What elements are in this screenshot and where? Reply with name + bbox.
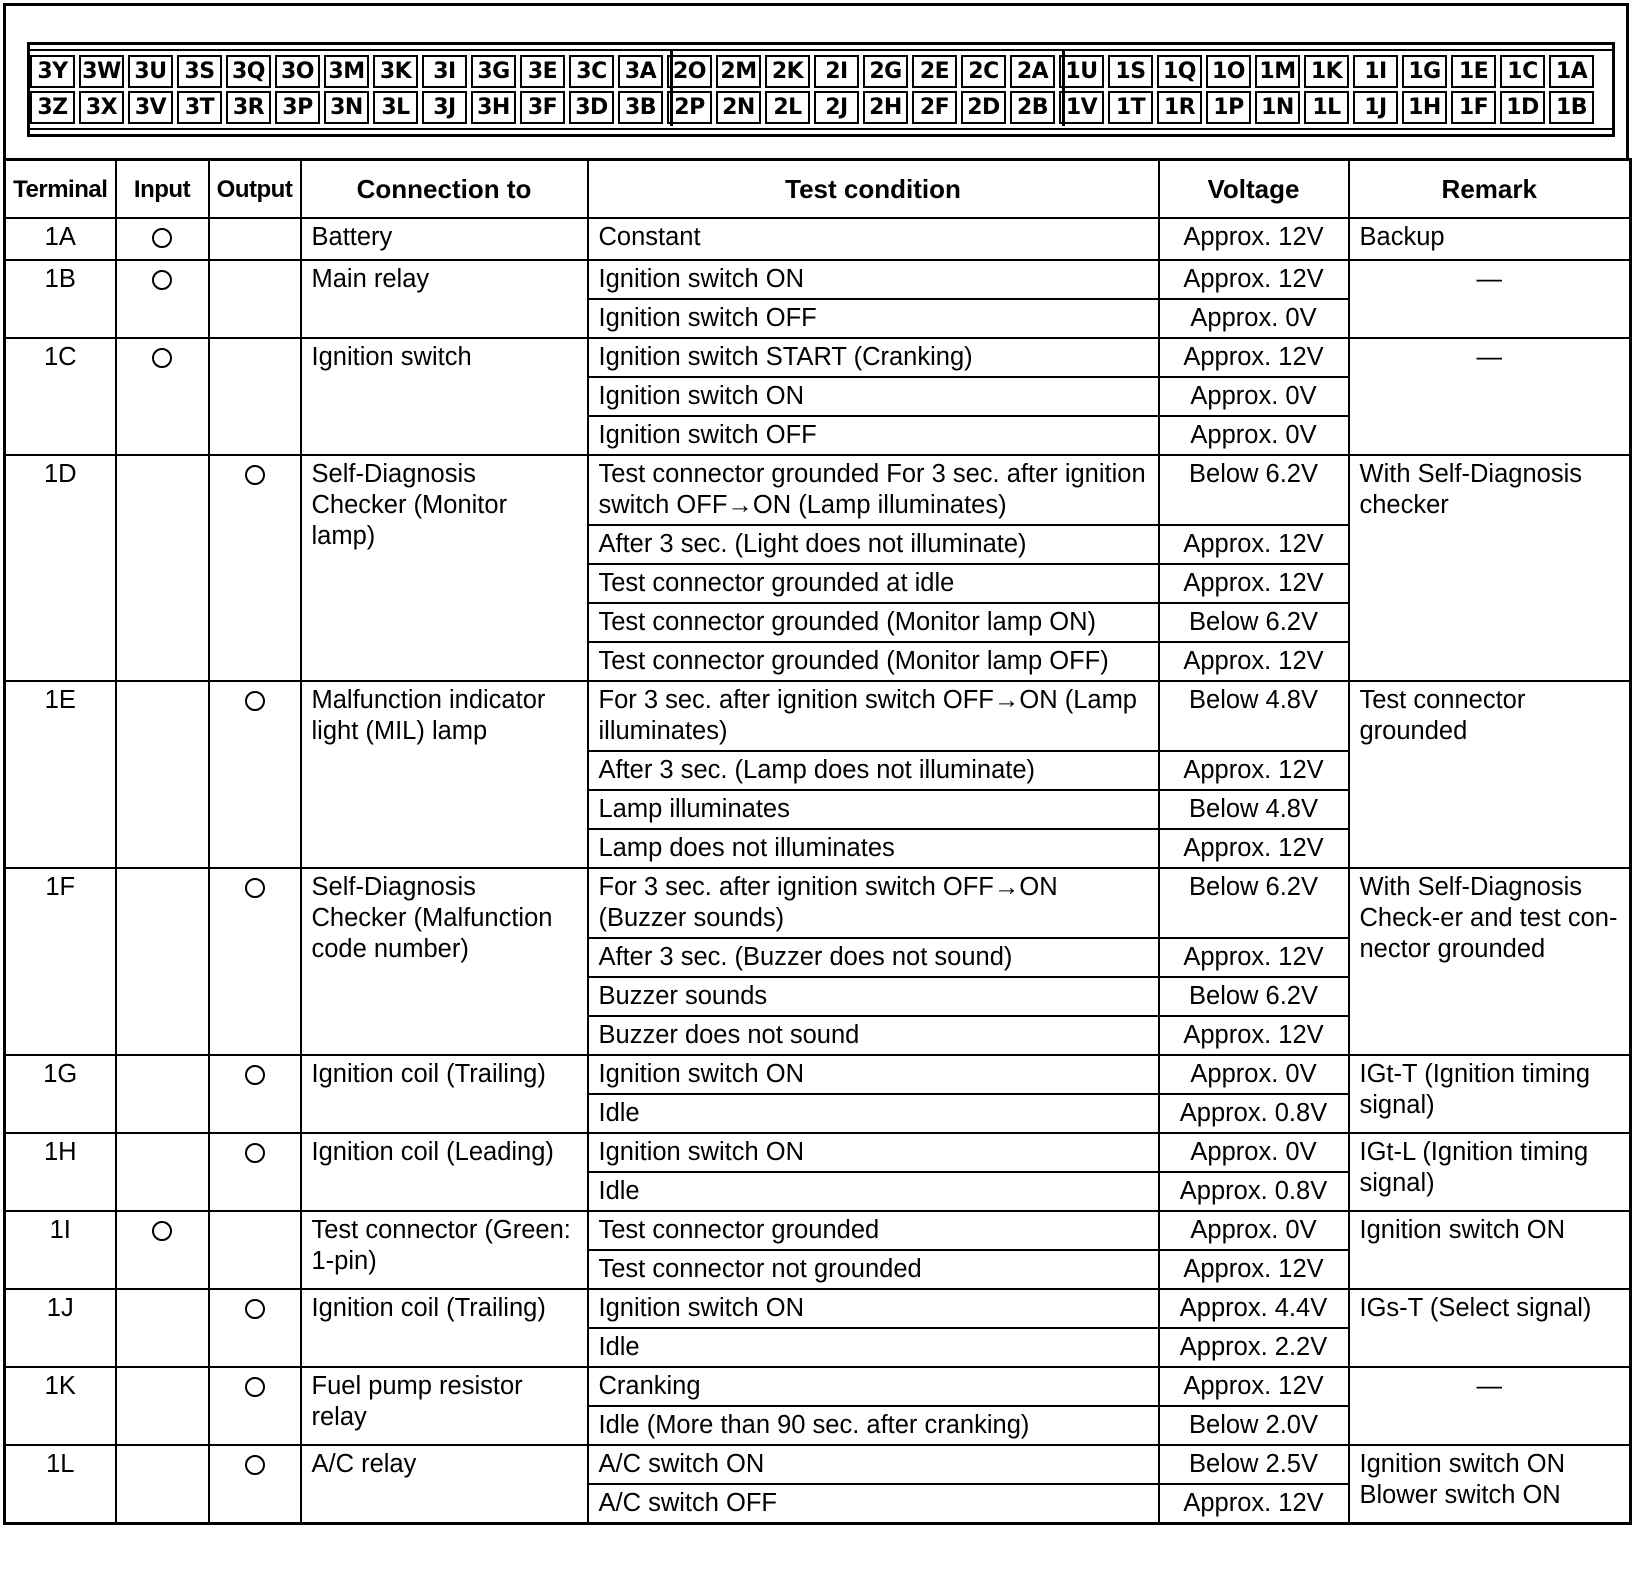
voltage-cell: Below 6.2V	[1159, 977, 1349, 1016]
terminal-cell: 1E	[5, 681, 116, 868]
remark-cell: Test connector grounded	[1349, 681, 1631, 868]
connector-pin: 1C	[1500, 55, 1545, 88]
voltage-cell: Approx. 0V	[1159, 299, 1349, 338]
table-row	[5, 868, 1631, 938]
connector-pin: 3Q	[226, 55, 271, 88]
connection-cell: Ignition coil (Leading)	[301, 1133, 588, 1211]
connector-pin: 2J	[814, 91, 859, 124]
terminal-cell: 1D	[5, 455, 116, 681]
remark-cell: IGt-L (Ignition timing signal)	[1349, 1133, 1631, 1211]
input-cell	[116, 1133, 209, 1211]
input-cell	[116, 260, 209, 338]
voltage-cell: Approx. 12V	[1159, 564, 1349, 603]
header-voltage: Voltage	[1159, 160, 1349, 219]
voltage-cell: Approx. 0V	[1159, 416, 1349, 455]
connection-cell: Ignition switch	[301, 338, 588, 455]
voltage-cell: Approx. 12V	[1159, 1367, 1349, 1406]
voltage-cell: Approx. 4.4V	[1159, 1289, 1349, 1328]
connector-pin: 3S	[177, 55, 222, 88]
test-condition-cell: Test connector not grounded	[588, 1250, 1159, 1289]
input-cell	[116, 681, 209, 868]
connector-pin: 2F	[912, 91, 957, 124]
connector-outline	[27, 42, 1615, 137]
output-cell	[209, 218, 301, 260]
test-condition-cell: Test connector grounded (Monitor lamp OFF)	[588, 642, 1159, 681]
remark-cell: —	[1349, 1367, 1631, 1445]
connector-pin: 3U	[128, 55, 173, 88]
connector-pin: 2N	[716, 91, 761, 124]
connector-top-rail	[30, 49, 1612, 51]
connector-pin: 1H	[1402, 91, 1447, 124]
remark-cell: With Self-Diagnosis checker	[1349, 455, 1631, 681]
test-condition-cell: Idle	[588, 1172, 1159, 1211]
voltage-cell: Approx. 12V	[1159, 829, 1349, 868]
input-cell	[116, 868, 209, 1055]
connector-pin: 3N	[324, 91, 369, 124]
output-cell	[209, 338, 301, 455]
connector-pin: 1J	[1353, 91, 1398, 124]
connector-section-divider	[1062, 51, 1065, 126]
connector-pin: 3H	[471, 91, 516, 124]
connector-pin: 3A	[618, 55, 663, 88]
connector-pin: 2H	[863, 91, 908, 124]
voltage-cell: Approx. 12V	[1159, 938, 1349, 977]
output-cell	[209, 455, 301, 681]
table-row	[5, 218, 1631, 260]
connector-pin: 2O	[667, 55, 712, 88]
output-cell	[209, 1445, 301, 1524]
connector-pin: 2D	[961, 91, 1006, 124]
voltage-cell: Approx. 0.8V	[1159, 1094, 1349, 1133]
connector-pin: 1O	[1206, 55, 1251, 88]
connector-pin: 1D	[1500, 91, 1545, 124]
test-condition-cell: After 3 sec. (Lamp does not illuminate)	[588, 751, 1159, 790]
test-condition-cell: Buzzer sounds	[588, 977, 1159, 1016]
connector-pin: 1Q	[1157, 55, 1202, 88]
output-mark-circle-icon	[245, 1377, 265, 1397]
output-cell	[209, 1133, 301, 1211]
test-condition-cell: For 3 sec. after ignition switch OFF→ON (Lamp illuminates)	[588, 681, 1159, 751]
output-mark-circle-icon	[245, 465, 265, 485]
test-condition-cell: Ignition switch ON	[588, 260, 1159, 299]
remark-cell: Ignition switch ON Blower switch ON	[1349, 1445, 1631, 1524]
connection-cell: Ignition coil (Trailing)	[301, 1289, 588, 1367]
output-mark-circle-icon	[245, 1065, 265, 1085]
terminal-cell: 1H	[5, 1133, 116, 1211]
connector-pin: 3J	[422, 91, 467, 124]
connector-pin: 1B	[1549, 91, 1594, 124]
test-condition-cell: Idle (More than 90 sec. after cranking)	[588, 1406, 1159, 1445]
output-mark-circle-icon	[245, 878, 265, 898]
input-cell	[116, 1289, 209, 1367]
connector-pin: 1T	[1108, 91, 1153, 124]
terminal-cell: 1L	[5, 1445, 116, 1524]
connector-diagram	[3, 3, 1629, 158]
connector-pin: 1K	[1304, 55, 1349, 88]
test-condition-cell: Buzzer does not sound	[588, 1016, 1159, 1055]
remark-cell: Ignition switch ON	[1349, 1211, 1631, 1289]
voltage-cell: Approx. 2.2V	[1159, 1328, 1349, 1367]
test-condition-cell: After 3 sec. (Light does not illuminate)	[588, 525, 1159, 564]
connector-pin: 3I	[422, 55, 467, 88]
connector-pin: 2M	[716, 55, 761, 88]
connection-cell: Ignition coil (Trailing)	[301, 1055, 588, 1133]
connector-pin: 1F	[1451, 91, 1496, 124]
test-condition-cell: Test connector grounded	[588, 1211, 1159, 1250]
connector-bottom-rail	[30, 128, 1612, 130]
connector-pin: 1I	[1353, 55, 1398, 88]
output-mark-circle-icon	[245, 1455, 265, 1475]
connector-pin: 2G	[863, 55, 908, 88]
test-condition-cell: Lamp illuminates	[588, 790, 1159, 829]
test-condition-cell: A/C switch OFF	[588, 1484, 1159, 1524]
test-condition-cell: Ignition switch ON	[588, 377, 1159, 416]
connector-pin: 2A	[1010, 55, 1055, 88]
test-condition-cell: Ignition switch ON	[588, 1133, 1159, 1172]
test-condition-cell: Ignition switch OFF	[588, 299, 1159, 338]
test-condition-cell: Idle	[588, 1328, 1159, 1367]
header-terminal: Terminal	[5, 160, 116, 219]
connector-pin: 1E	[1451, 55, 1496, 88]
terminal-cell: 1A	[5, 218, 116, 260]
output-cell	[209, 1367, 301, 1445]
input-mark-circle-icon	[152, 270, 172, 290]
table-row	[5, 1289, 1631, 1328]
voltage-cell: Below 2.0V	[1159, 1406, 1349, 1445]
voltage-cell: Approx. 12V	[1159, 751, 1349, 790]
test-condition-cell: After 3 sec. (Buzzer does not sound)	[588, 938, 1159, 977]
voltage-cell: Approx. 12V	[1159, 1250, 1349, 1289]
table-header-row	[5, 160, 1631, 219]
voltage-cell: Below 6.2V	[1159, 455, 1349, 525]
test-condition-cell: A/C switch ON	[588, 1445, 1159, 1484]
voltage-cell: Approx. 12V	[1159, 260, 1349, 299]
voltage-cell: Below 6.2V	[1159, 868, 1349, 938]
terminal-cell: 1I	[5, 1211, 116, 1289]
connector-pin: 2C	[961, 55, 1006, 88]
input-cell	[116, 1211, 209, 1289]
terminal-cell: 1K	[5, 1367, 116, 1445]
remark-cell: IGt-T (Ignition timing signal)	[1349, 1055, 1631, 1133]
test-condition-cell: Ignition switch ON	[588, 1055, 1159, 1094]
table-row	[5, 681, 1631, 751]
connector-pin: 3F	[520, 91, 565, 124]
connection-cell: Fuel pump resistor relay	[301, 1367, 588, 1445]
output-cell	[209, 1289, 301, 1367]
voltage-cell: Approx. 12V	[1159, 1484, 1349, 1524]
connector-section-divider	[670, 51, 673, 126]
output-cell	[209, 1211, 301, 1289]
connection-cell: Main relay	[301, 260, 588, 338]
connector-pin: 1R	[1157, 91, 1202, 124]
remark-cell: Backup	[1349, 218, 1631, 260]
connection-cell: Self-Diagnosis Checker (Malfunction code number)	[301, 868, 588, 1055]
connector-pin: 3D	[569, 91, 614, 124]
voltage-cell: Below 2.5V	[1159, 1445, 1349, 1484]
input-cell	[116, 455, 209, 681]
connector-pin: 2I	[814, 55, 859, 88]
terminal-cell: 1J	[5, 1289, 116, 1367]
terminal-cell: 1G	[5, 1055, 116, 1133]
table-row	[5, 1211, 1631, 1250]
output-mark-circle-icon	[245, 691, 265, 711]
remark-cell: IGs-T (Select signal)	[1349, 1289, 1631, 1367]
voltage-cell: Approx. 12V	[1159, 525, 1349, 564]
connector-pin: 3V	[128, 91, 173, 124]
header-remark: Remark	[1349, 160, 1631, 219]
voltage-cell: Approx. 12V	[1159, 218, 1349, 260]
connector-pin: 2B	[1010, 91, 1055, 124]
connector-pin: 3Y	[30, 55, 75, 88]
input-mark-circle-icon	[152, 1221, 172, 1241]
connection-cell: Test connector (Green: 1-pin)	[301, 1211, 588, 1289]
voltage-cell: Approx. 0V	[1159, 377, 1349, 416]
input-mark-circle-icon	[152, 348, 172, 368]
connector-pin: 1M	[1255, 55, 1300, 88]
voltage-cell: Below 4.8V	[1159, 790, 1349, 829]
terminal-cell: 1C	[5, 338, 116, 455]
connector-pin: 3O	[275, 55, 320, 88]
connector-pin: 1P	[1206, 91, 1251, 124]
input-cell	[116, 218, 209, 260]
connector-pin-row-bottom	[30, 91, 1594, 124]
table-row	[5, 1055, 1631, 1094]
test-condition-cell: Ignition switch OFF	[588, 416, 1159, 455]
connector-pin: 3W	[79, 55, 124, 88]
connector-pin: 1S	[1108, 55, 1153, 88]
voltage-cell: Approx. 0V	[1159, 1211, 1349, 1250]
terminal-cell: 1B	[5, 260, 116, 338]
connector-pin: 3T	[177, 91, 222, 124]
output-mark-circle-icon	[245, 1143, 265, 1163]
connector-pin: 1G	[1402, 55, 1447, 88]
voltage-cell: Approx. 12V	[1159, 1016, 1349, 1055]
test-condition-cell: Test connector grounded For 3 sec. after ignition switch OFF→ON (Lamp illuminates)	[588, 455, 1159, 525]
connector-pin: 3L	[373, 91, 418, 124]
connector-pin: 3K	[373, 55, 418, 88]
connector-pin-row-top	[30, 55, 1594, 88]
connection-cell: Malfunction indicator light (MIL) lamp	[301, 681, 588, 868]
connector-pin: 3G	[471, 55, 516, 88]
header-connection: Connection to	[301, 160, 588, 219]
voltage-cell: Below 6.2V	[1159, 603, 1349, 642]
connector-pin: 2L	[765, 91, 810, 124]
header-input: Input	[116, 160, 209, 219]
connector-pin: 3C	[569, 55, 614, 88]
output-cell	[209, 681, 301, 868]
connection-cell: A/C relay	[301, 1445, 588, 1524]
test-condition-cell: Test connector grounded (Monitor lamp ON)	[588, 603, 1159, 642]
connector-pin: 1L	[1304, 91, 1349, 124]
table-row	[5, 260, 1631, 299]
remark-cell: —	[1349, 260, 1631, 338]
connector-pin: 1U	[1059, 55, 1104, 88]
output-cell	[209, 1055, 301, 1133]
connector-pin: 1A	[1549, 55, 1594, 88]
test-condition-cell: Cranking	[588, 1367, 1159, 1406]
connection-cell: Battery	[301, 218, 588, 260]
test-condition-cell: Test connector grounded at idle	[588, 564, 1159, 603]
input-cell	[116, 338, 209, 455]
connector-pin: 3X	[79, 91, 124, 124]
connector-pin: 2E	[912, 55, 957, 88]
connector-pin: 3P	[275, 91, 320, 124]
connector-pin: 1N	[1255, 91, 1300, 124]
test-condition-cell: For 3 sec. after ignition switch OFF→ON (Buzzer sounds)	[588, 868, 1159, 938]
voltage-cell: Approx. 12V	[1159, 642, 1349, 681]
voltage-cell: Approx. 0V	[1159, 1055, 1349, 1094]
input-mark-circle-icon	[152, 228, 172, 248]
connector-pin: 2K	[765, 55, 810, 88]
input-cell	[116, 1055, 209, 1133]
terminal-voltage-table	[3, 158, 1632, 1525]
input-cell	[116, 1367, 209, 1445]
voltage-cell: Below 4.8V	[1159, 681, 1349, 751]
input-cell	[116, 1445, 209, 1524]
voltage-cell: Approx. 12V	[1159, 338, 1349, 377]
table-row	[5, 1133, 1631, 1172]
remark-cell: —	[1349, 338, 1631, 455]
connector-pin: 3M	[324, 55, 369, 88]
voltage-cell: Approx. 0.8V	[1159, 1172, 1349, 1211]
connector-pin: 1V	[1059, 91, 1104, 124]
connector-pin: 3R	[226, 91, 271, 124]
table-row	[5, 338, 1631, 377]
voltage-cell: Approx. 0V	[1159, 1133, 1349, 1172]
table-row	[5, 455, 1631, 525]
connection-cell: Self-Diagnosis Checker (Monitor lamp)	[301, 455, 588, 681]
header-output: Output	[209, 160, 301, 219]
header-test-condition: Test condition	[588, 160, 1159, 219]
connector-pin: 3Z	[30, 91, 75, 124]
test-condition-cell: Constant	[588, 218, 1159, 260]
connector-pin: 2P	[667, 91, 712, 124]
terminal-cell: 1F	[5, 868, 116, 1055]
table-row	[5, 1367, 1631, 1406]
output-cell	[209, 868, 301, 1055]
remark-cell: With Self-Diagnosis Check-er and test con-nector grounded	[1349, 868, 1631, 1055]
connector-pin: 3E	[520, 55, 565, 88]
output-cell	[209, 260, 301, 338]
table-row	[5, 1445, 1631, 1484]
test-condition-cell: Lamp does not illuminates	[588, 829, 1159, 868]
test-condition-cell: Ignition switch ON	[588, 1289, 1159, 1328]
output-mark-circle-icon	[245, 1299, 265, 1319]
connector-pin: 3B	[618, 91, 663, 124]
test-condition-cell: Ignition switch START (Cranking)	[588, 338, 1159, 377]
test-condition-cell: Idle	[588, 1094, 1159, 1133]
